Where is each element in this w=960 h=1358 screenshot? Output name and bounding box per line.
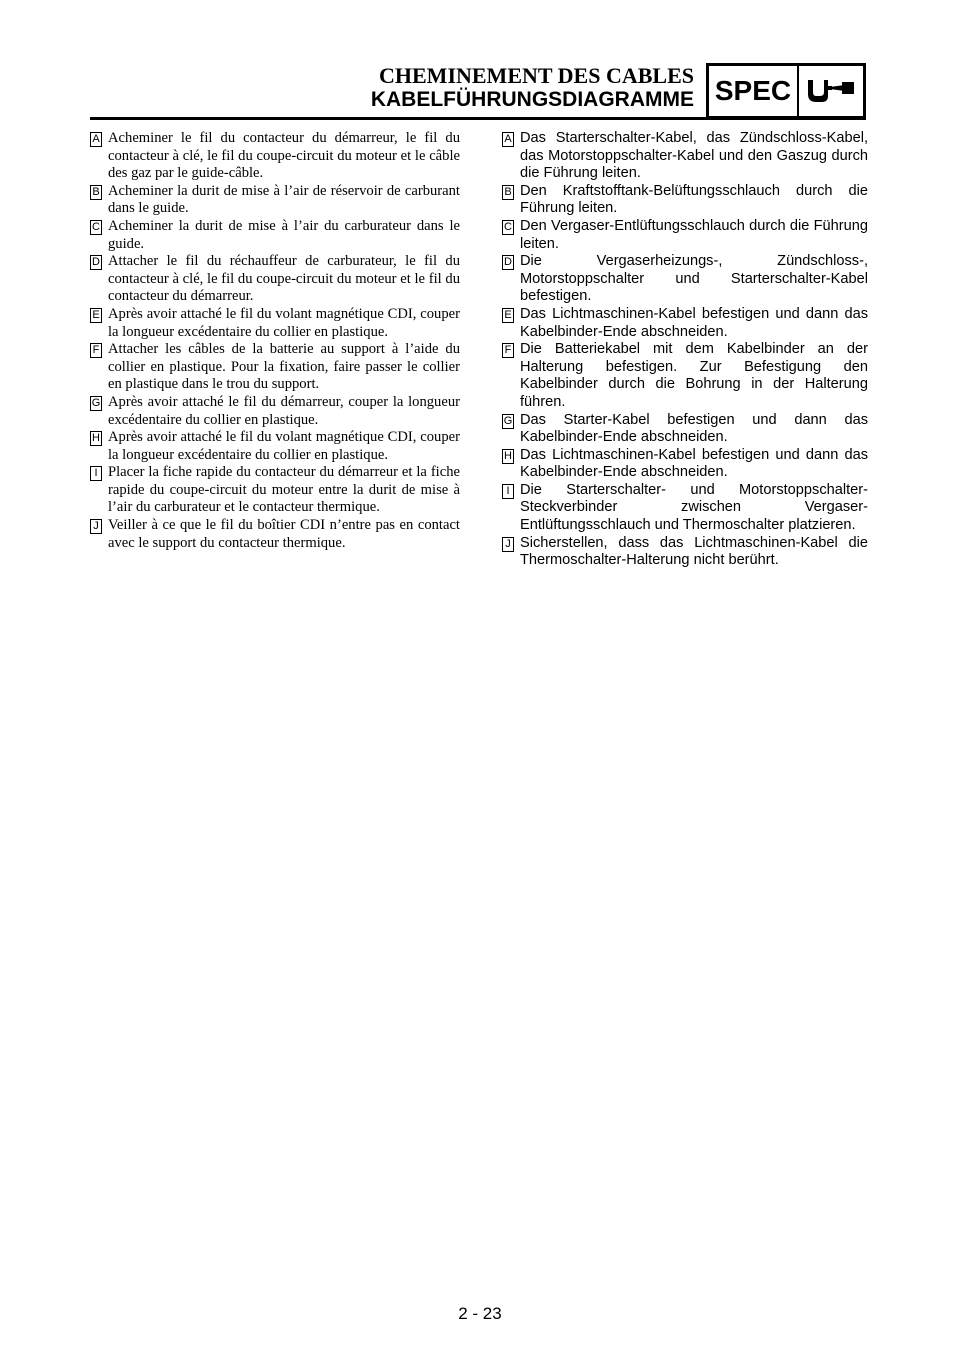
section-icon-cell: [799, 66, 863, 116]
item-text: Acheminer la durit de mise à l’air du carburateur dans le guide.: [108, 217, 460, 252]
item-text: Den Vergaser-Entlüftungsschlauch durch die Führung leiten.: [520, 217, 868, 252]
list-item: [90, 306, 460, 341]
list-item: [90, 429, 460, 464]
page-number: 2 - 23: [458, 1304, 502, 1323]
list-item: [502, 130, 868, 183]
item-text: Attacher le fil du réchauffeur de carburateur, le fil du contacteur à clé, le fil du coupe-circuit du moteur et le fil du contacteur du démarreur.: [108, 253, 460, 305]
list-item: [502, 412, 868, 447]
item-marker: C: [502, 220, 514, 235]
wrench-icon: [802, 74, 860, 108]
item-marker: I: [90, 466, 102, 481]
list-item: [90, 394, 460, 429]
item-text: Après avoir attaché le fil du démarreur, couper la longueur excédentaire du collier en plastique.: [108, 393, 460, 428]
item-text: Acheminer la durit de mise à l’air de réservoir de carburant dans le guide.: [108, 182, 460, 217]
section-badge-label: SPEC: [709, 66, 799, 116]
item-text: Acheminer le fil du contacteur du démarreur, le fil du contacteur à clé, le fil du coupe-circuit du moteur et le câble des gaz par le guide-câble.: [108, 130, 460, 182]
item-marker: H: [90, 431, 102, 446]
item-text: Das Starter-Kabel befestigen und dann das Kabelbinder-Ende abschneiden.: [520, 411, 868, 446]
item-text: Placer la fiche rapide du contacteur du démarreur et la fiche rapide du coupe-circuit du moteur entre la durit de mise à l’air du carburateur et le contacteur thermique.: [108, 464, 460, 516]
item-marker: J: [90, 519, 102, 534]
list-item: [90, 253, 460, 306]
item-marker: H: [502, 449, 514, 464]
item-marker: I: [502, 484, 514, 499]
item-marker: E: [502, 308, 514, 323]
title-german: KABELFÜHRUNGSDIAGRAMME: [370, 88, 694, 111]
list-item: [90, 218, 460, 253]
list-item: [502, 183, 868, 218]
item-marker: A: [90, 132, 102, 147]
item-marker: D: [502, 255, 514, 270]
list-item: [502, 447, 868, 482]
list-item: [90, 517, 460, 552]
item-text: Die Batteriekabel mit dem Kabelbinder an der Halterung befestigen. Zur Befestigung den Kabelbinder durch die Bohrung in der Halterung führen.: [520, 341, 868, 410]
item-text: Den Kraftstofftank-Belüftungsschlauch durch die Führung leiten.: [520, 182, 868, 217]
item-marker: B: [90, 185, 102, 200]
item-text: Après avoir attaché le fil du volant magnétique CDI, couper la longueur excédentaire du collier en plastique.: [108, 305, 460, 340]
list-item: [502, 306, 868, 341]
item-text: Die Starterschalter- und Motorstoppschalter-Steckverbinder zwischen Vergaser-Entlüftungsschlauch und Thermoschalter platzieren.: [520, 481, 868, 534]
list-item: [502, 341, 868, 411]
list-item: [502, 482, 868, 535]
item-text: Après avoir attaché le fil du volant magnétique CDI, couper la longueur excédentaire du collier en plastique.: [108, 429, 460, 463]
item-marker: G: [503, 414, 513, 427]
item-marker: F: [502, 343, 514, 358]
item-text: Das Lichtmaschinen-Kabel befestigen und dann das Kabelbinder-Ende abschneiden.: [520, 446, 868, 481]
item-text: Das Lichtmaschinen-Kabel befestigen und dann das Kabelbinder-Ende abschneiden.: [520, 305, 868, 340]
list-item: [502, 218, 868, 253]
column-french: [90, 130, 460, 552]
list-item: [502, 535, 868, 570]
item-text: Sicherstellen, dass das Lichtmaschinen-Kabel die Thermoschalter-Halterung nicht berührt.: [520, 534, 868, 569]
item-text: Das Starterschalter-Kabel, das Zündschloss-Kabel, das Motorstoppschalter-Kabel und den Gaszug durch die Führung leiten.: [520, 130, 868, 182]
column-german: [502, 130, 868, 570]
item-marker: D: [90, 255, 102, 270]
item-marker: G: [91, 396, 101, 409]
item-marker: B: [502, 185, 514, 200]
item-marker: A: [502, 132, 514, 147]
item-marker: F: [90, 343, 102, 358]
list-item: [90, 183, 460, 218]
list-item: [90, 464, 460, 517]
item-text: Die Vergaserheizungs-, Zündschloss-, Motorstoppschalter und Starterschalter-Kabel befestigen.: [520, 253, 868, 305]
section-badge-box: [706, 63, 866, 119]
title-french: CHEMINEMENT DES CABLES: [379, 63, 694, 88]
item-marker: C: [90, 220, 102, 235]
list-item: [90, 130, 460, 183]
list-item: [90, 341, 460, 394]
list-item: [502, 253, 868, 306]
item-text: Veiller à ce que le fil du boîtier CDI n’entre pas en contact avec le support du contacteur thermique.: [108, 517, 460, 551]
item-marker: J: [502, 537, 514, 552]
item-text: Attacher les câbles de la batterie au support à l’aide du collier en plastique. Pour la fixation, faire passer le collier en plastique dans le trou du support.: [108, 341, 460, 393]
item-marker: E: [90, 308, 102, 323]
